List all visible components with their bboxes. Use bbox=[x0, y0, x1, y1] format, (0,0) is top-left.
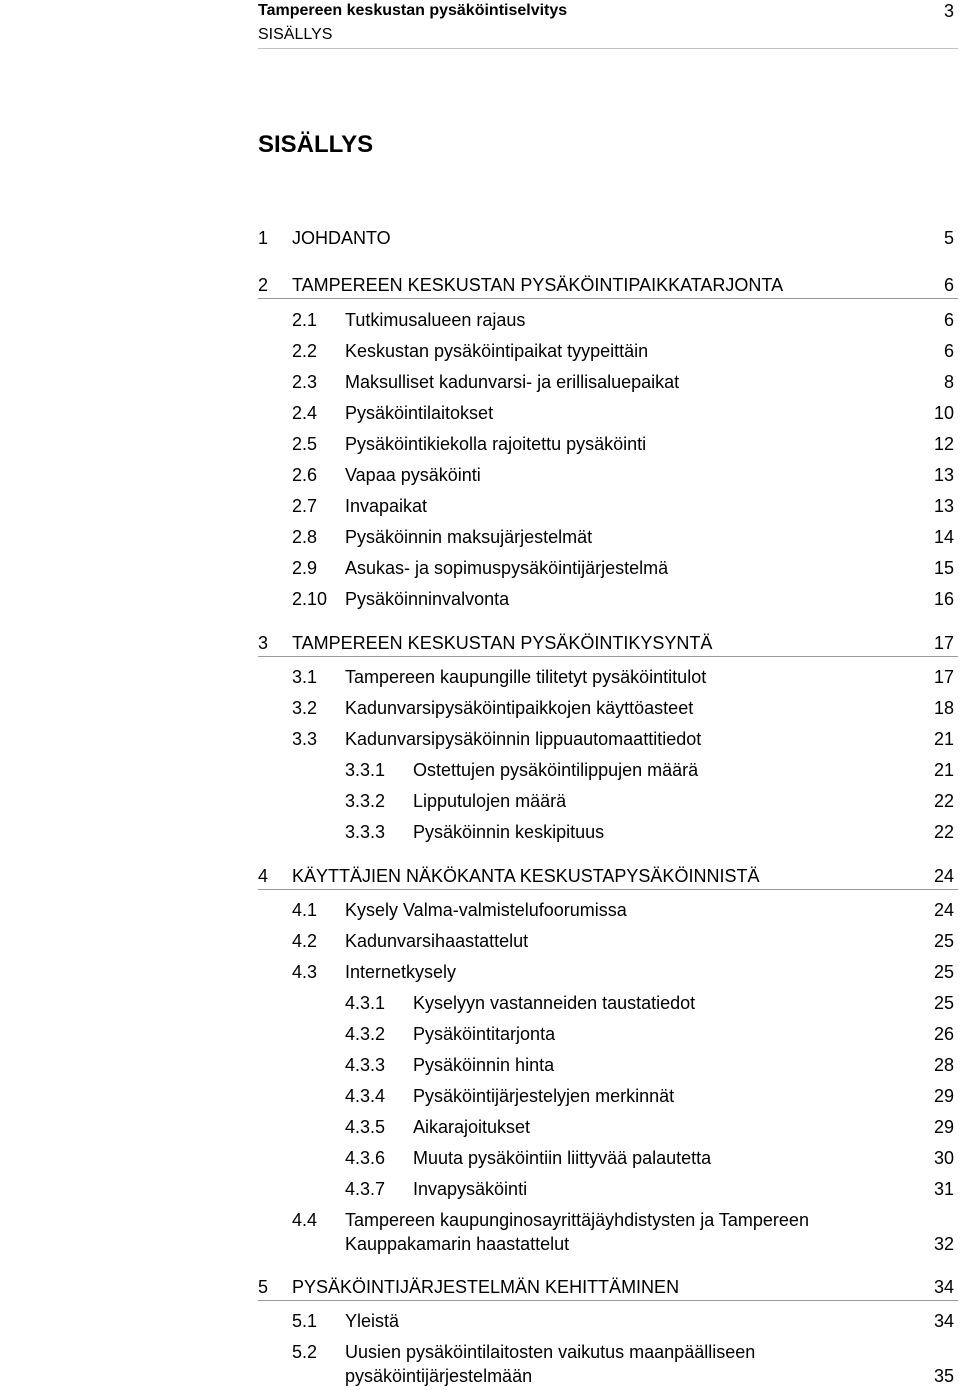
toc-entry-number: 3.1 bbox=[292, 667, 318, 687]
toc-entry-number: 4.3.4 bbox=[345, 1086, 386, 1106]
toc-entry-5-2[interactable] bbox=[0, 1341, 958, 1387]
toc-entry-page: 22 bbox=[933, 822, 954, 842]
toc-entry-number: 4.3.2 bbox=[345, 1024, 386, 1044]
toc-entry-title: Pysäköinnin keskipituus bbox=[413, 822, 605, 842]
toc-entry-page: 8 bbox=[943, 372, 954, 392]
toc-entry-page: 24 bbox=[933, 866, 954, 886]
toc-entry-title: Invapysäköinti bbox=[413, 1179, 528, 1199]
toc-entry-title: Pysäköintilaitokset bbox=[345, 403, 494, 423]
toc-entry-number: 3 bbox=[258, 633, 269, 653]
toc-entry-number: 2.1 bbox=[292, 310, 318, 330]
toc-entry-title: Pysäköinnin maksujärjestelmät bbox=[345, 527, 593, 547]
toc-entry-number: 2.6 bbox=[292, 465, 318, 485]
toc-entry-title: JOHDANTO bbox=[292, 228, 391, 248]
toc-entry-page: 18 bbox=[933, 698, 954, 718]
toc-entry-number: 4.1 bbox=[292, 900, 318, 920]
toc-entry-page: 25 bbox=[933, 993, 954, 1013]
toc-entry-title: Pysäköinnin hinta bbox=[413, 1055, 555, 1075]
toc-entry-page: 34 bbox=[933, 1311, 954, 1331]
toc-entry-title: Kadunvarsipysäköinnin lippuautomaattitiedot bbox=[345, 729, 702, 749]
toc-entry-page: 13 bbox=[933, 496, 954, 516]
toc-entry-page: 29 bbox=[933, 1086, 954, 1106]
toc-entry-number: 3.2 bbox=[292, 698, 318, 718]
toc-entry-title: Maksulliset kadunvarsi- ja erillisaluepaikat bbox=[345, 372, 680, 392]
toc-entry-page: 28 bbox=[933, 1055, 954, 1075]
toc-entry-title: Pysäköintitarjonta bbox=[413, 1024, 556, 1044]
toc-entry-page: 22 bbox=[933, 791, 954, 811]
toc-entry-title: Yleistä bbox=[345, 1311, 400, 1331]
toc-entry-number: 4.3.6 bbox=[345, 1148, 386, 1168]
toc-entry-page: 21 bbox=[933, 760, 954, 780]
toc-entry-page: 16 bbox=[933, 589, 954, 609]
toc-entry-title: Kyselyyn vastanneiden taustatiedot bbox=[413, 993, 696, 1013]
toc-entry-number: 2.4 bbox=[292, 403, 318, 423]
toc-entry-title: Kysely Valma-valmistelufoorumissa bbox=[345, 900, 627, 920]
toc-entry-number: 2.7 bbox=[292, 496, 318, 516]
toc-entry-title: Aikarajoitukset bbox=[413, 1117, 531, 1137]
toc-entry-page: 30 bbox=[933, 1148, 954, 1168]
toc-entry-title: Pysäköintikiekolla rajoitettu pysäköinti bbox=[345, 434, 647, 454]
page-number: 3 bbox=[943, 1, 954, 21]
toc-entry-title: Vapaa pysäköinti bbox=[345, 465, 481, 485]
toc-entry-title: Ostettujen pysäköintilippujen määrä bbox=[413, 760, 699, 780]
toc-entry-number: 2.3 bbox=[292, 372, 318, 392]
toc-entry-title-continued: Kauppakamarin haastattelut bbox=[345, 1234, 570, 1254]
toc-entry-number: 4.4 bbox=[292, 1210, 318, 1230]
toc-entry-title: Internetkysely bbox=[345, 962, 457, 982]
toc-entry-number: 2.9 bbox=[292, 558, 318, 578]
toc-entry-number: 3.3.1 bbox=[345, 760, 386, 780]
toc-entry-number: 5.1 bbox=[292, 1311, 318, 1331]
toc-entry-title: Tampereen kaupunginosayrittäjäyhdistysten ja Tampereen bbox=[345, 1210, 809, 1230]
toc-entry-page: 35 bbox=[933, 1366, 954, 1386]
toc-entry-number: 4 bbox=[258, 866, 269, 886]
toc-entry-title: Kadunvarsihaastattelut bbox=[345, 931, 529, 951]
document-title: Tampereen keskustan pysäköintiselvitys bbox=[258, 2, 568, 19]
toc-entry-title: PYSÄKÖINTIJÄRJESTELMÄN KEHITTÄMINEN bbox=[292, 1277, 680, 1297]
toc-entry-title: Pysäköintijärjestelyjen merkinnät bbox=[413, 1086, 675, 1106]
toc-entry-page: 25 bbox=[933, 931, 954, 951]
toc-entry-page: 10 bbox=[933, 403, 954, 423]
chapter-rule bbox=[258, 656, 958, 657]
toc-entry-page: 5 bbox=[943, 228, 954, 248]
toc-entry-number: 2.8 bbox=[292, 527, 318, 547]
toc-entry-4-4[interactable] bbox=[0, 1209, 958, 1255]
toc-entry-number: 4.3 bbox=[292, 962, 318, 982]
toc-entry-title: Tampereen kaupungille tilitetyt pysäköintitulot bbox=[345, 667, 707, 687]
toc-entry-page: 17 bbox=[933, 633, 954, 653]
toc-entry-page: 6 bbox=[943, 275, 954, 295]
toc-entry-title: TAMPEREEN KESKUSTAN PYSÄKÖINTIPAIKKATARJONTA bbox=[292, 275, 784, 295]
toc-entry-page: 32 bbox=[933, 1234, 954, 1254]
toc-heading: SISÄLLYS bbox=[258, 131, 374, 158]
toc-entry-number: 4.3.3 bbox=[345, 1055, 386, 1075]
toc-entry-number: 5.2 bbox=[292, 1342, 318, 1362]
toc-entry-title-continued: pysäköintijärjestelmään bbox=[345, 1366, 533, 1386]
toc-entry-page: 29 bbox=[933, 1117, 954, 1137]
toc-entry-title: Pysäköinninvalvonta bbox=[345, 589, 510, 609]
toc-entry-title: TAMPEREEN KESKUSTAN PYSÄKÖINTIKYSYNTÄ bbox=[292, 633, 713, 653]
toc-entry-number: 5 bbox=[258, 1277, 269, 1297]
chapter-rule bbox=[258, 1300, 958, 1301]
toc-entry-title: Tutkimusalueen rajaus bbox=[345, 310, 526, 330]
toc-entry-page: 26 bbox=[933, 1024, 954, 1044]
toc-entry-page: 15 bbox=[933, 558, 954, 578]
toc-entry-page: 21 bbox=[933, 729, 954, 749]
toc-entry-number: 2 bbox=[258, 275, 269, 295]
toc-entry-title: Invapaikat bbox=[345, 496, 428, 516]
toc-entry-page: 31 bbox=[933, 1179, 954, 1199]
toc-entry-number: 4.3.7 bbox=[345, 1179, 386, 1199]
toc-entry-number: 3.3.3 bbox=[345, 822, 386, 842]
toc-entry-number: 2.5 bbox=[292, 434, 318, 454]
toc-entry-page: 6 bbox=[943, 341, 954, 361]
toc-entry-title: Uusien pysäköintilaitosten vaikutus maanpäälliseen bbox=[345, 1342, 756, 1362]
toc-entry-number: 1 bbox=[258, 228, 269, 248]
toc-entry-title: Lipputulojen määrä bbox=[413, 791, 567, 811]
section-name: SISÄLLYS bbox=[258, 26, 333, 43]
page-header bbox=[258, 0, 958, 49]
chapter-rule bbox=[258, 298, 958, 299]
toc-entry-page: 25 bbox=[933, 962, 954, 982]
toc-entry-number: 3.3.2 bbox=[345, 791, 386, 811]
toc-entry-title: Asukas- ja sopimuspysäköintijärjestelmä bbox=[345, 558, 669, 578]
toc-entry-number: 4.3.5 bbox=[345, 1117, 386, 1137]
toc-entry-number: 4.3.1 bbox=[345, 993, 386, 1013]
toc-entry-title: Kadunvarsipysäköintipaikkojen käyttöasteet bbox=[345, 698, 694, 718]
chapter-rule bbox=[258, 889, 958, 890]
toc-entry-title: Keskustan pysäköintipaikat tyypeittäin bbox=[345, 341, 649, 361]
toc-entry-number: 2.10 bbox=[292, 589, 328, 609]
toc-entry-number: 3.3 bbox=[292, 729, 318, 749]
toc-entry-number: 4.2 bbox=[292, 931, 318, 951]
toc-entry-page: 34 bbox=[933, 1277, 954, 1297]
toc-entry-title: KÄYTTÄJIEN NÄKÖKANTA KESKUSTAPYSÄKÖINNISTÄ bbox=[292, 866, 760, 886]
toc-entry-page: 14 bbox=[933, 527, 954, 547]
toc-entry-page: 6 bbox=[943, 310, 954, 330]
toc-entry-page: 17 bbox=[933, 667, 954, 687]
toc-entry-page: 12 bbox=[933, 434, 954, 454]
toc-entry-page: 13 bbox=[933, 465, 954, 485]
toc-entry-page: 24 bbox=[933, 900, 954, 920]
toc-entry-number: 2.2 bbox=[292, 341, 318, 361]
toc-entry-title: Muuta pysäköintiin liittyvää palautetta bbox=[413, 1148, 712, 1168]
